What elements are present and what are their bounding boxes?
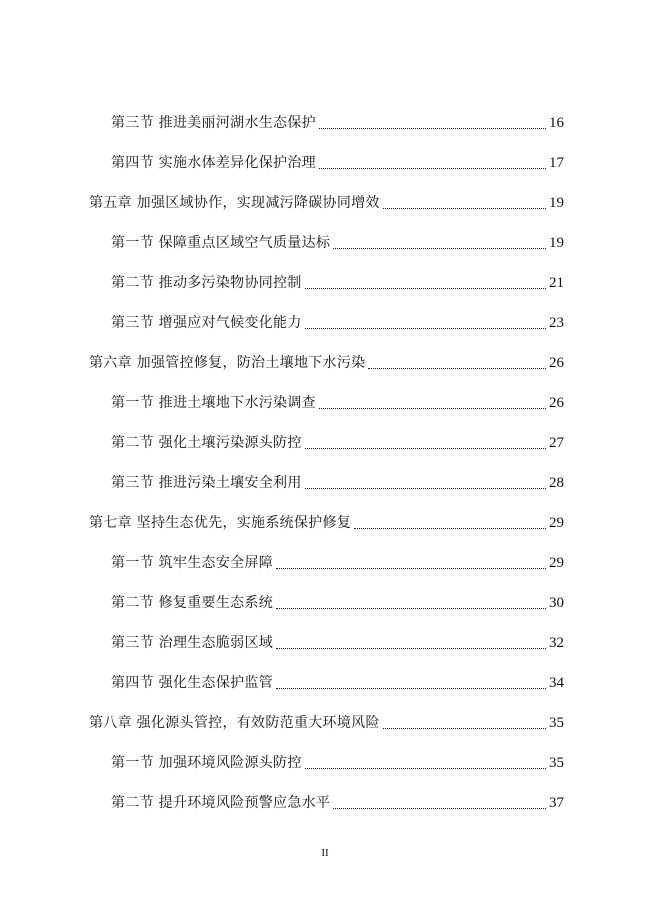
toc-entry-title: 第二节 强化土壤污染源头防控 xyxy=(111,435,302,451)
toc-section-entry[interactable] xyxy=(111,752,564,774)
toc-entry-title: 第一节 推进土壤地下水污染调查 xyxy=(111,395,316,411)
toc-section-entry[interactable] xyxy=(111,432,564,454)
toc-entry-title: 第一节 加强环境风险源头防控 xyxy=(111,755,302,771)
toc-entry-title: 第一节 保障重点区域空气质量达标 xyxy=(111,235,331,251)
dot-leader xyxy=(368,368,546,369)
toc-entry-title: 第三节 推进美丽河湖水生态保护 xyxy=(111,115,316,131)
toc-entry-page: 37 xyxy=(549,795,564,811)
toc-section-entry[interactable] xyxy=(111,312,564,334)
dot-leader xyxy=(383,728,546,729)
toc-entry-page: 30 xyxy=(549,595,564,611)
dot-leader xyxy=(383,208,546,209)
toc-entry-page: 19 xyxy=(549,195,564,211)
toc-entry-page: 17 xyxy=(549,155,564,171)
toc-entry-page: 32 xyxy=(549,635,564,651)
toc-entry-page: 26 xyxy=(549,395,564,411)
toc-entry-title: 第三节 增强应对气候变化能力 xyxy=(111,315,302,331)
toc-entry-page: 35 xyxy=(549,755,564,771)
toc-section-entry[interactable] xyxy=(111,632,564,654)
toc-entry-title: 第三节 推进污染土壤安全利用 xyxy=(111,475,302,491)
toc-entry-page: 28 xyxy=(549,475,564,491)
toc-section-entry[interactable] xyxy=(111,232,564,254)
toc-entry-page: 21 xyxy=(549,275,564,291)
dot-leader xyxy=(276,688,546,689)
toc-chapter-entry[interactable] xyxy=(89,712,564,734)
toc-entry-title: 第五章 加强区域协作，实现减污降碳协同增效 xyxy=(89,195,380,211)
dot-leader xyxy=(305,328,546,329)
toc-section-entry[interactable] xyxy=(111,792,564,814)
toc-entry-page: 16 xyxy=(549,115,564,131)
toc-section-entry[interactable] xyxy=(111,672,564,694)
toc-section-entry[interactable] xyxy=(111,112,564,134)
dot-leader xyxy=(333,248,546,249)
toc-entry-page: 34 xyxy=(549,675,564,691)
toc-entry-title: 第二节 提升环境风险预警应急水平 xyxy=(111,795,331,811)
toc-entry-page: 23 xyxy=(549,315,564,331)
toc-entry-title: 第二节 推动多污染物协同控制 xyxy=(111,275,302,291)
toc-entry-page: 27 xyxy=(549,435,564,451)
dot-leader xyxy=(305,448,546,449)
dot-leader xyxy=(305,288,546,289)
dot-leader xyxy=(276,608,546,609)
dot-leader xyxy=(305,488,546,489)
dot-leader xyxy=(276,568,546,569)
toc-entry-page: 26 xyxy=(549,355,564,371)
toc-entry-page: 19 xyxy=(549,235,564,251)
toc-entry-title: 第四节 强化生态保护监管 xyxy=(111,675,274,691)
toc-section-entry[interactable] xyxy=(111,152,564,174)
toc-entry-page: 29 xyxy=(549,515,564,531)
toc-entry-title: 第四节 实施水体差异化保护治理 xyxy=(111,155,316,171)
toc-chapter-entry[interactable] xyxy=(89,352,564,374)
toc-section-entry[interactable] xyxy=(111,272,564,294)
toc-entry-title: 第二节 修复重要生态系统 xyxy=(111,595,274,611)
toc-entry-page: 29 xyxy=(549,555,564,571)
dot-leader xyxy=(319,128,546,129)
toc-section-entry[interactable] xyxy=(111,392,564,414)
toc-entry-title: 第三节 治理生态脆弱区域 xyxy=(111,635,274,651)
dot-leader xyxy=(276,648,546,649)
toc-chapter-entry[interactable] xyxy=(89,512,564,534)
dot-leader xyxy=(319,168,546,169)
toc-entry-title: 第六章 加强管控修复，防治土壤地下水污染 xyxy=(89,355,366,371)
dot-leader xyxy=(333,808,546,809)
toc-chapter-entry[interactable] xyxy=(89,192,564,214)
toc-entry-title: 第七章 坚持生态优先，实施系统保护修复 xyxy=(89,515,352,531)
toc-section-entry[interactable] xyxy=(111,592,564,614)
toc-section-entry[interactable] xyxy=(111,552,564,574)
page-number: II xyxy=(321,847,329,859)
dot-leader xyxy=(305,768,546,769)
dot-leader xyxy=(319,408,546,409)
dot-leader xyxy=(354,528,546,529)
toc-entry-title: 第八章 强化源头管控，有效防范重大环境风险 xyxy=(89,715,380,731)
toc-entry-page: 35 xyxy=(549,715,564,731)
toc-section-entry[interactable] xyxy=(111,472,564,494)
toc-entry-title: 第一节 筑牢生态安全屏障 xyxy=(111,555,274,571)
